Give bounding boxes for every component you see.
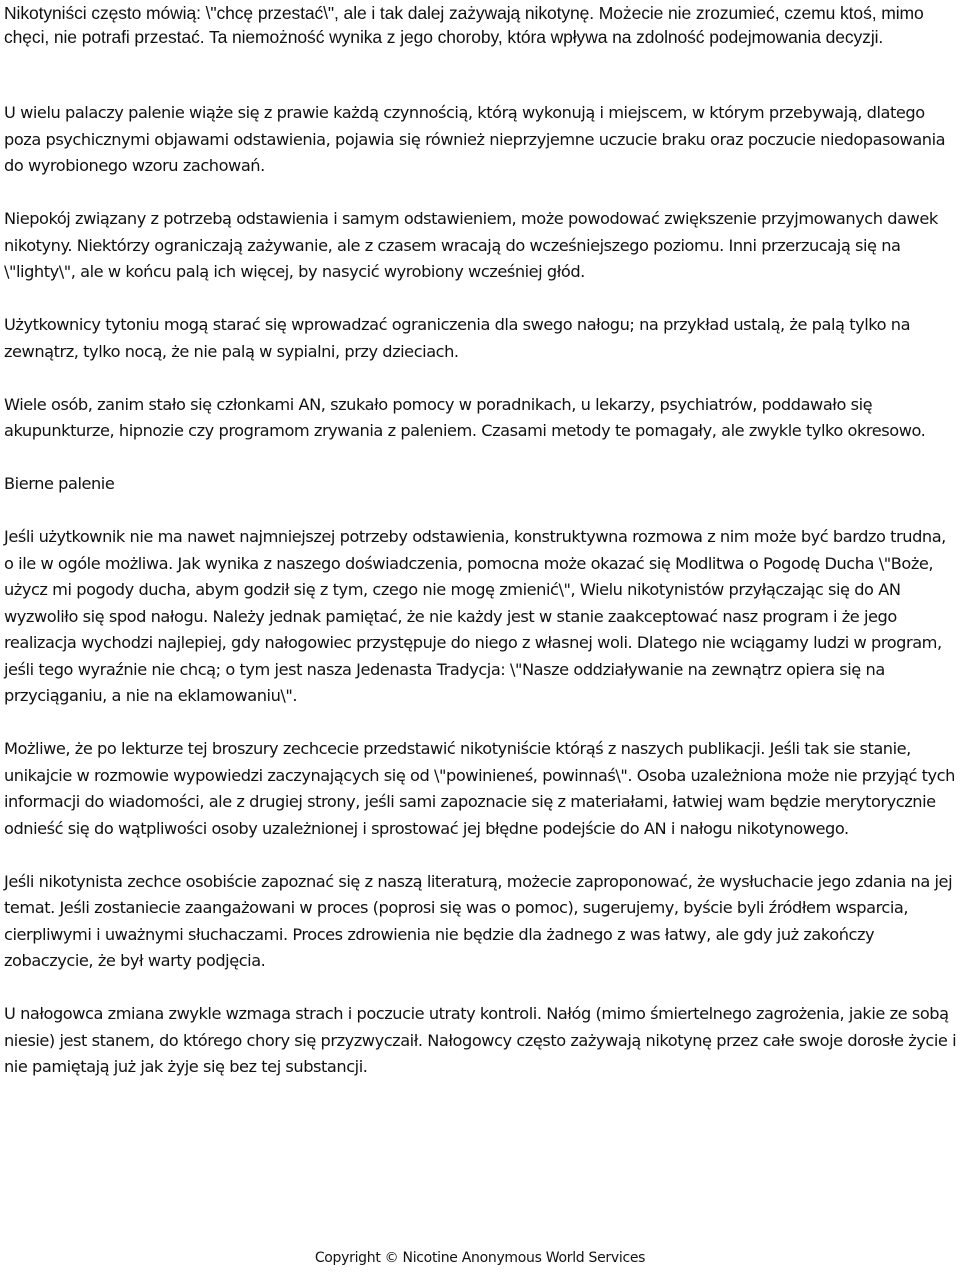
intro-paragraph: Nikotyniści często mówią: \"chcę przestać\", ale i tak dalej zażywają nikotynę. Możecie nie zrozumieć, czemu ktoś, mimo chęci, nie potrafi przestać. Ta niemożność wynika z jego choroby, która wpływa na zdolność podejmowania decyzji. <box>4 3 924 47</box>
paragraph: Możliwe, że po lekturze tej broszury zechcecie przedstawić nikotyniście którąś z naszych publikacji. Jeśli tak sie stanie, unikajcie w rozmowie wypowiedzi zaczynających się od \"powinieneś, powinnaś\". Osoba uzależniona może nie przyjąć tych informacji do wiadomości, ale z drugiej strony, jeśli sami zapoznacie się z materiałami, łatwiej wam będzie merytorycznie odnieść się do wątpliwości osoby uzależnionej i sprostować jej błędne podejście do AN i nałogu nikotynowego. <box>4 739 955 838</box>
paragraph: Użytkownicy tytoniu mogą starać się wprowadzać ograniczenia dla swego nałogu; na przykład ustalą, że palą tylko na zewnątrz, tylko nocą, że nie palą w sypialni, przy dzieciach. <box>4 315 911 361</box>
copyright-footer: Copyright © Nicotine Anonymous World Services <box>314 1250 646 1266</box>
paragraph: U nałogowca zmiana zwykle wzmaga strach i poczucie utraty kontroli. Nałóg (mimo śmiertelnego zagrożenia, jakie ze sobą niesie) jest stanem, do którego chory się przyzwyczaił. Nałogowcy często zażywają nikotynę przez całe swoje dorosłe życie i nie pamiętają już jak żyje się bez tej substancji. <box>4 1004 957 1076</box>
paragraph: Wiele osób, zanim stało się członkami AN, szukało pomocy w poradnikach, u lekarzy, psychiatrów, poddawało się akupunkturze, hipnozie czy programom zrywania z paleniem. Czasami metody te pomagały, ale zwykle tylko okresowo. <box>4 394 926 440</box>
paragraph: Jeśli nikotynista zechce osobiście zapoznać się z naszą literaturą, możecie zaproponować, że wysłuchacie jego zdania na jej temat. Jeśli zostaniecie zaangażowani w proces (poprosi się was o pomoc), sugerujemy, byście byli źródłem wsparcia, cierpliwymi i uważnymi słuchaczami. Proces zdrowienia nie będzie dla żadnego z was łatwy, ale gdy już zakończy zobaczycie, że był warty podjęcia. <box>4 871 953 970</box>
section-heading: Bierne palenie <box>4 474 115 493</box>
document-body <box>4 100 958 1107</box>
paragraph: Niepokój związany z potrzebą odstawienia i samym odstawieniem, może powodować zwiększenie przyjmowanych dawek nikotyny. Niektórzy ograniczają zażywanie, ale z czasem wracają do wcześniejszego poziomu. Inni przerzucają się na \"lighty\", ale w końcu palą ich więcej, by nasycić wyrobiony wcześniej głód. <box>4 209 938 281</box>
paragraph: U wielu palaczy palenie wiąże się z prawie każdą czynnością, którą wykonują i miejscem, w którym przebywają, dlatego poza psychicznymi objawami odstawienia, pojawia się również nieprzyjemne uczucie braku oraz poczucie niedopasowania do wyrobionego wzoru zachowań. <box>4 103 946 175</box>
paragraph: Jeśli użytkownik nie ma nawet najmniejszej potrzeby odstawienia, konstruktywna rozmowa z nim może być bardzo trudna, o ile w ogóle możliwa. Jak wynika z naszego doświadczenia, pomocna może okazać się Modlitwa o Pogodę Ducha \"Boże, użycz mi pogody ducha, abym godził się z tym, czego nie mogę zmienić\", Wielu nikotynistów przyłączając się do AN wyzwoliło się spod nałogu. Należy jednak pamiętać, że nie każdy jest w stanie zaakceptować nasz program i że jego realizacja wychodzi najlepiej, gdy nałogowiec przystępuje do niego z własnej woli. Dlatego nie wciągamy ludzi w program, jeśli tego wyraźnie nie chcą; o tym jest nasza Jedenasta Tradycja: \"Nasze oddziaływanie na zewnątrz opiera się na przyciąganiu, a nie na eklamowaniu\". <box>4 527 946 705</box>
